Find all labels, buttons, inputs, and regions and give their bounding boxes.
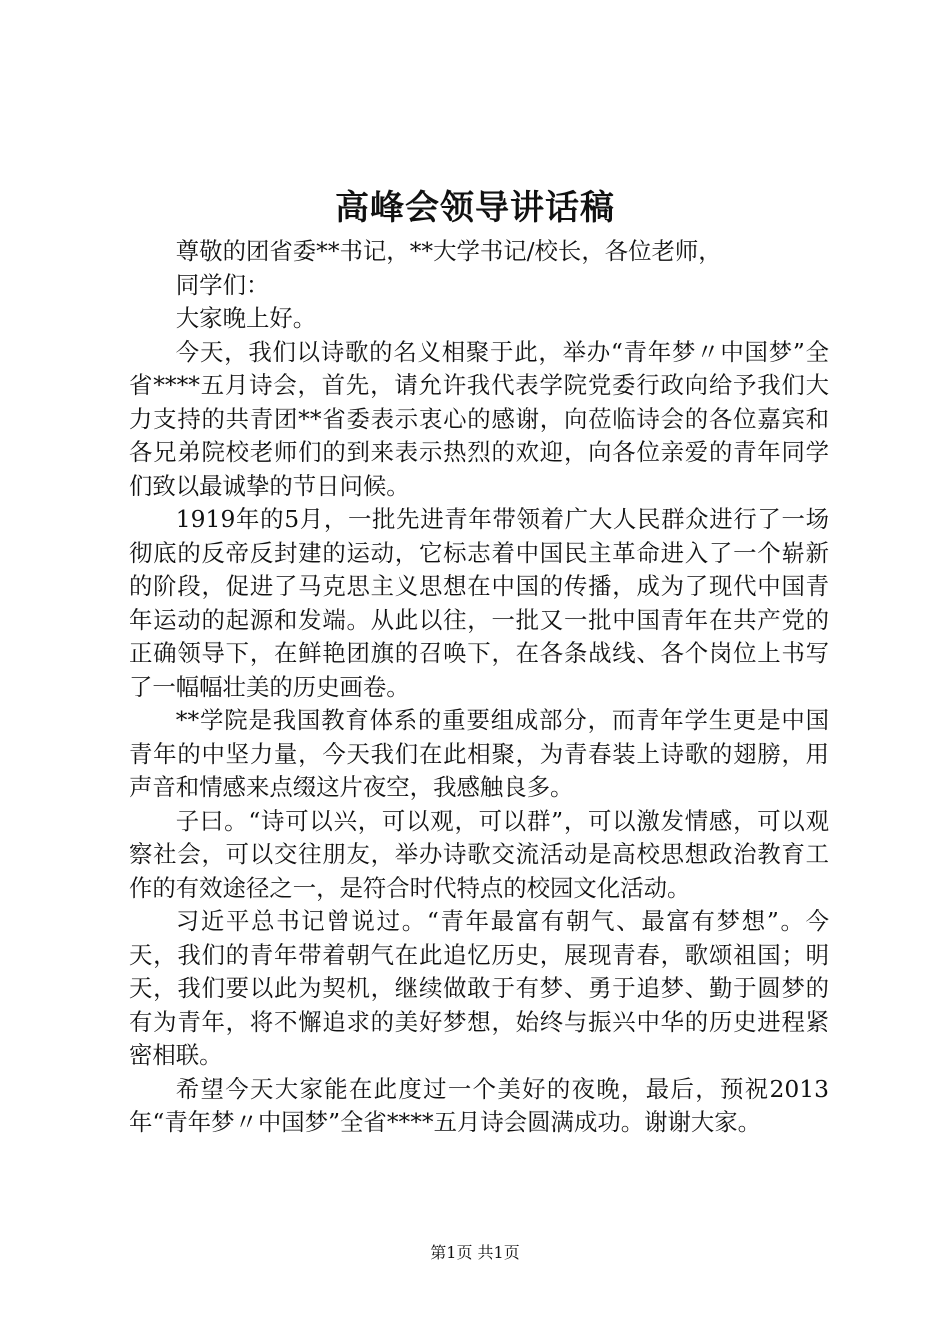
- salutation-line: 尊敬的团省委**书记，**大学书记/校长，各位老师，: [175, 237, 722, 265]
- page-number-footer: 第1页 共1页: [430, 1243, 520, 1262]
- paragraph-history: 1919年的5月，一批先进青年带领着广大人民群众进行了一场彻底的反帝反封建的运动，它标志着中国民主革命进入了一个崭新的阶段，促进了马克思主义思想在中国的传播，成为了现代中国青年运动的起源和发端。从此以往，一批又一批中国青年在共产党的正确领导下，在鲜艳团旗的召唤下，在各条战线、各个岗位上书写了一幅幅壮美的历史画卷。: [129, 505, 829, 701]
- paragraph-opening: 今天，我们以诗歌的名义相聚于此，举办“青年梦〃中国梦”全省****五月诗会，首先，请允许我代表学院党委行政向给予我们大力支持的共青团**省委表示衷心的感谢，向莅临诗会的各位嘉宾和各兄弟院校老师们的到来表示热烈的欢迎，向各位亲爱的青年同学们致以最诚挚的节日问候。: [129, 337, 829, 500]
- paragraph-quote: 习近平总书记曾说过。“青年最富有朝气、最富有梦想”。今天，我们的青年带着朝气在此追忆历史，展现青春，歌颂祖国；明天，我们要以此为契机，继续做敢于有梦、勇于追梦、勤于圆梦的有为青年，将不懈追求的美好梦想，始终与振兴中华的历史进程紧密相联。: [129, 907, 829, 1069]
- paragraph-college: **学院是我国教育体系的重要组成部分，而青年学生更是中国青年的中坚力量，今天我们在此相聚，为青春装上诗歌的翅膀，用声音和情感来点缀这片夜空，我感触良多。: [129, 706, 829, 801]
- salutation-line-2: 同学们：: [175, 270, 270, 299]
- paragraph-closing: 希望今天大家能在此度过一个美好的夜晚，最后，预祝2013年“青年梦〃中国梦”全省****五月诗会圆满成功。谢谢大家。: [129, 1074, 829, 1136]
- greeting: 大家晚上好。: [175, 304, 317, 332]
- document-body: [129, 235, 829, 1140]
- document-title: 高峰会领导讲话稿: [335, 188, 615, 228]
- paragraph-poetry: 子曰。“诗可以兴，可以观，可以群”，可以激发情感，可以观察社会，可以交往朋友，举办诗歌交流活动是高校思想政治教育工作的有效途径之一，是符合时代特点的校园文化活动。: [129, 806, 829, 902]
